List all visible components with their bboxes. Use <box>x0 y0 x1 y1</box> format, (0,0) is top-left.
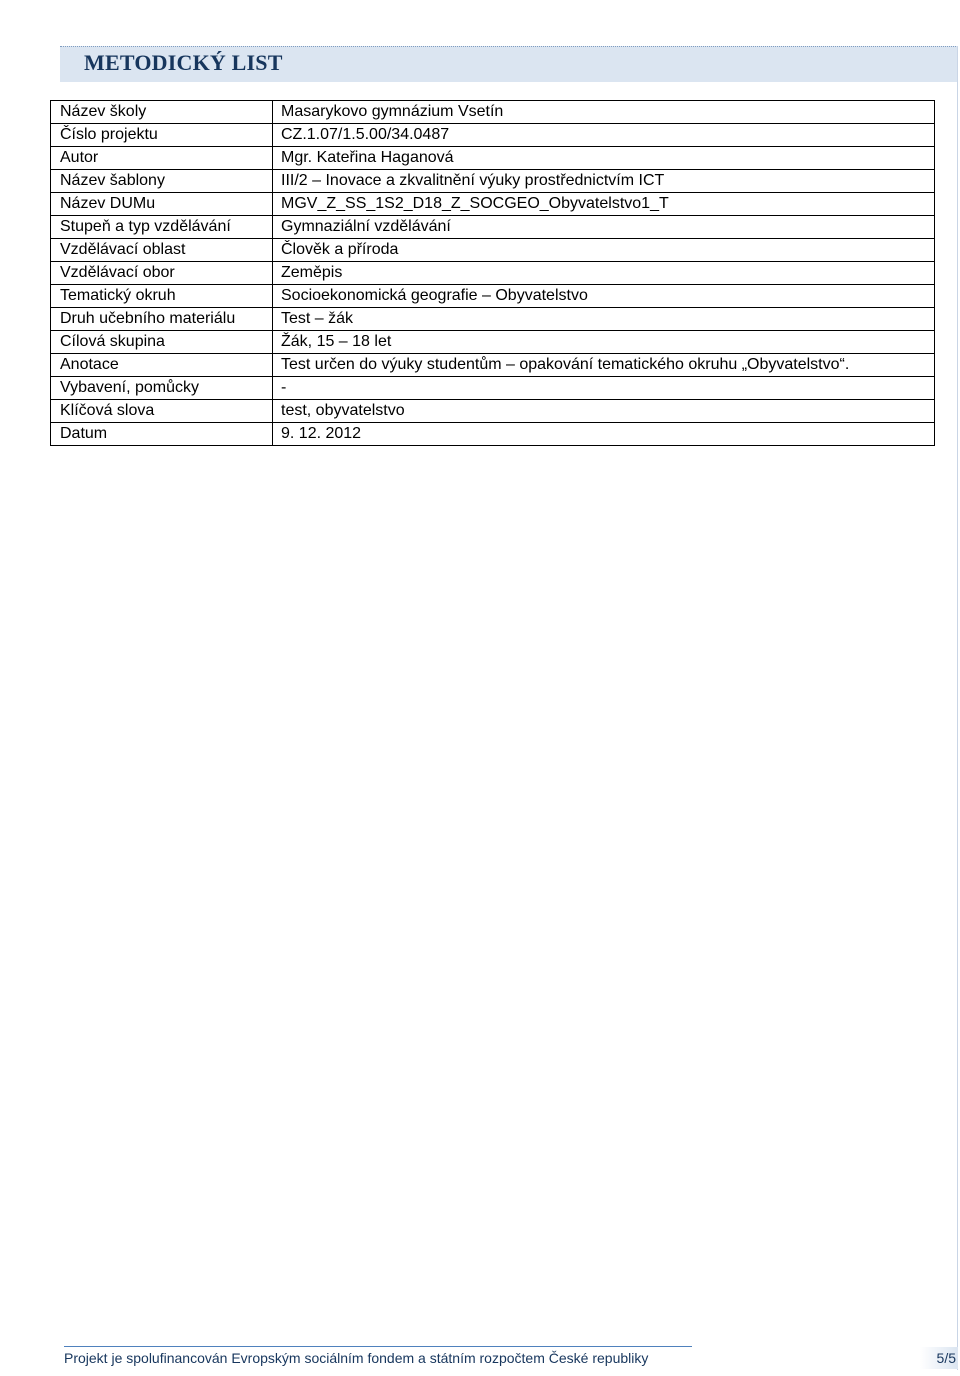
row-value: Test určen do výuky studentům – opakování tematického okruhu „Obyvatelstvo“. <box>273 354 935 377</box>
row-value: Test – žák <box>273 308 935 331</box>
row-label: Datum <box>51 423 273 446</box>
row-value: Žák, 15 – 18 let <box>273 331 935 354</box>
row-label: Číslo projektu <box>51 124 273 147</box>
row-value: Mgr. Kateřina Haganová <box>273 147 935 170</box>
footer-rule <box>64 1346 692 1347</box>
row-label: Název šablony <box>51 170 273 193</box>
page-number: 5/5 <box>936 1350 956 1366</box>
table-row <box>51 423 935 446</box>
row-label: Název školy <box>51 101 273 124</box>
table-row <box>51 285 935 308</box>
table-row <box>51 101 935 124</box>
row-label: Vzdělávací obor <box>51 262 273 285</box>
row-value: Gymnaziální vzdělávání <box>273 216 935 239</box>
table-row <box>51 193 935 216</box>
table-row <box>51 377 935 400</box>
row-label: Autor <box>51 147 273 170</box>
table-row <box>51 262 935 285</box>
table-row <box>51 354 935 377</box>
row-label: Název DUMu <box>51 193 273 216</box>
row-label: Vybavení, pomůcky <box>51 377 273 400</box>
row-label: Vzdělávací oblast <box>51 239 273 262</box>
table-row <box>51 400 935 423</box>
row-value: CZ.1.07/1.5.00/34.0487 <box>273 124 935 147</box>
right-margin-rule <box>957 46 958 1370</box>
row-label: Cílová skupina <box>51 331 273 354</box>
table-row <box>51 331 935 354</box>
row-value: 9. 12. 2012 <box>273 423 935 446</box>
row-value: Socioekonomická geografie – Obyvatelstvo <box>273 285 935 308</box>
row-label: Stupeň a typ vzdělávání <box>51 216 273 239</box>
footer-funding-note: Projekt je spolufinancován Evropským sociálním fondem a státním rozpočtem České republiky <box>64 1350 649 1366</box>
row-value: Zeměpis <box>273 262 935 285</box>
row-label: Anotace <box>51 354 273 377</box>
table-row <box>51 308 935 331</box>
row-value: Člověk a příroda <box>273 239 935 262</box>
table-row <box>51 216 935 239</box>
row-label: Tematický okruh <box>51 285 273 308</box>
table-row <box>51 147 935 170</box>
row-value: test, obyvatelstvo <box>273 400 935 423</box>
table-row <box>51 124 935 147</box>
row-value: - <box>273 377 935 400</box>
table-row <box>51 239 935 262</box>
table-row <box>51 170 935 193</box>
row-value: MGV_Z_SS_1S2_D18_Z_SOCGEO_Obyvatelstvo1_T <box>273 193 935 216</box>
row-value: III/2 – Inovace a zkvalitnění výuky prostřednictvím ICT <box>273 170 935 193</box>
row-value: Masarykovo gymnázium Vsetín <box>273 101 935 124</box>
row-label: Klíčová slova <box>51 400 273 423</box>
metadata-table <box>50 100 935 446</box>
row-label: Druh učebního materiálu <box>51 308 273 331</box>
page-title: METODICKÝ LIST <box>84 50 283 75</box>
